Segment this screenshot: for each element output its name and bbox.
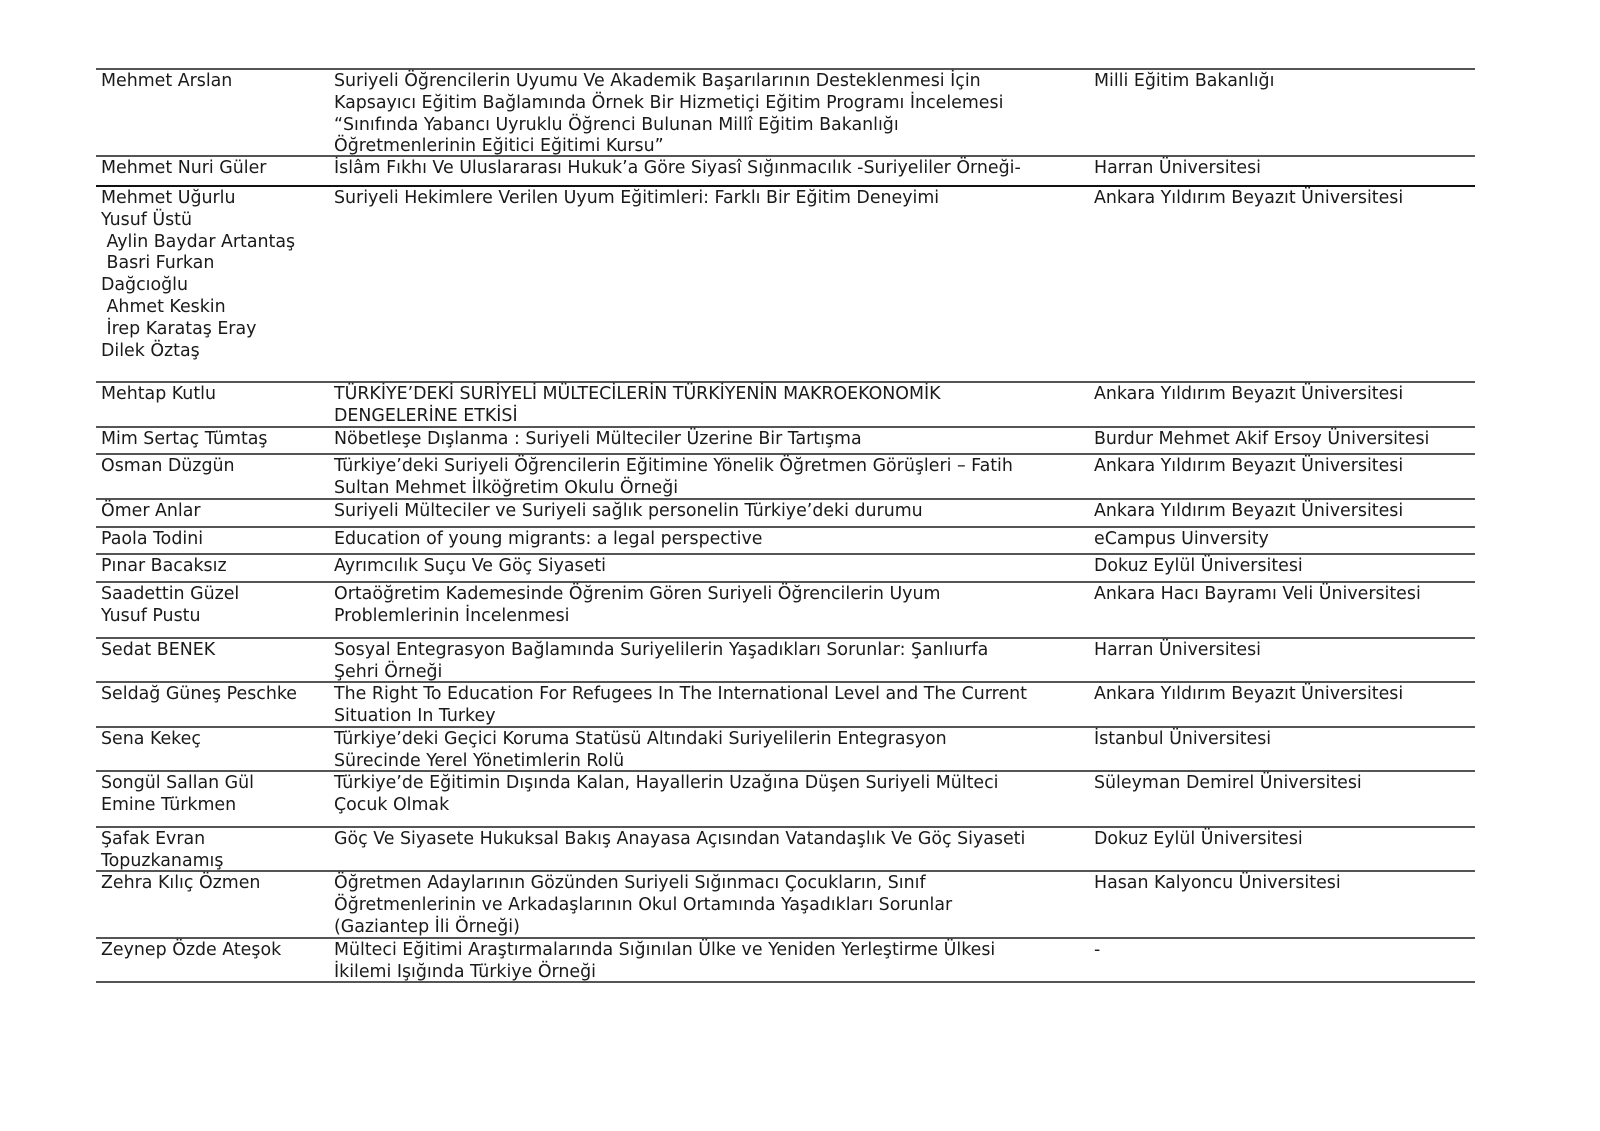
title-cell: Suriyeli Mülteciler ve Suriyeli sağlık personelin Türkiye’deki durumu xyxy=(334,501,923,521)
author-cell: Mehtap Kutlu xyxy=(101,384,217,404)
table-row xyxy=(96,681,1475,726)
title-cell: Türkiye’deki Suriyeli Öğrencilerin Eğitimine Yönelik Öğretmen Görüşleri – Fatih Sultan Mehmet İlköğretim Okulu Örneği xyxy=(334,456,1013,498)
title-cell: Göç Ve Siyasete Hukuksal Bakış Anayasa Açısından Vatandaşlık Ve Göç Siyaseti xyxy=(334,829,1026,849)
title-cell: İslâm Fıkhı Ve Uluslararası Hukuk’a Göre Siyasî Sığınmacılık -Suriyeliler Örneği- xyxy=(334,158,1021,178)
title-cell: Sosyal Entegrasyon Bağlamında Suriyelilerin Yaşadıkları Sorunlar: Şanlıurfa Şehri Örneği xyxy=(334,640,989,682)
institution-cell: Ankara Yıldırım Beyazıt Üniversitesi xyxy=(1094,188,1404,208)
table-row xyxy=(96,526,1475,553)
table-row xyxy=(96,381,1475,426)
table-row xyxy=(96,155,1475,185)
table-row xyxy=(96,553,1475,581)
table-row xyxy=(96,870,1475,937)
institution-cell: Ankara Hacı Bayramı Veli Üniversitesi xyxy=(1094,584,1421,604)
institution-cell: Milli Eğitim Bakanlığı xyxy=(1094,71,1275,91)
institution-cell: Harran Üniversitesi xyxy=(1094,158,1261,178)
author-cell: Sedat BENEK xyxy=(101,640,216,660)
author-cell: Seldağ Güneş Peschke xyxy=(101,684,298,704)
institution-cell: Harran Üniversitesi xyxy=(1094,640,1261,660)
author-cell: Şafak Evran Topuzkanamış xyxy=(101,829,224,871)
author-cell: Zehra Kılıç Özmen xyxy=(101,873,261,893)
title-cell: The Right To Education For Refugees In The International Level and The Current Situation In Turkey xyxy=(334,684,1027,726)
table-row xyxy=(96,68,1475,155)
institution-cell: Ankara Yıldırım Beyazıt Üniversitesi xyxy=(1094,501,1404,521)
title-cell: Education of young migrants: a legal perspective xyxy=(334,529,763,549)
table-row xyxy=(96,498,1475,526)
institution-cell: Dokuz Eylül Üniversitesi xyxy=(1094,829,1303,849)
author-cell: Songül Sallan Gül Emine Türkmen xyxy=(101,773,255,815)
author-cell: Zeynep Özde Ateşok xyxy=(101,940,282,960)
institution-cell: - xyxy=(1094,940,1101,960)
institution-cell: Ankara Yıldırım Beyazıt Üniversitesi xyxy=(1094,384,1404,404)
table-row xyxy=(96,770,1475,826)
author-cell: Pınar Bacaksız xyxy=(101,556,227,576)
table-row xyxy=(96,581,1475,637)
author-cell: Mehmet Arslan xyxy=(101,71,233,91)
institution-cell: Dokuz Eylül Üniversitesi xyxy=(1094,556,1303,576)
table-row xyxy=(96,937,1475,983)
author-cell: Paola Todini xyxy=(101,529,204,549)
author-cell: Saadettin Güzel Yusuf Pustu xyxy=(101,584,240,626)
title-cell: Türkiye’de Eğitimin Dışında Kalan, Hayallerin Uzağına Düşen Suriyeli Mülteci Çocuk Olmak xyxy=(334,773,999,815)
title-cell: TÜRKİYE’DEKİ SURİYELİ MÜLTECİLERİN TÜRKİYENİN MAKROEKONOMİK DENGELERİNE ETKİSİ xyxy=(334,384,941,426)
table-row xyxy=(96,185,1475,381)
table-row xyxy=(96,453,1475,498)
institution-cell: Hasan Kalyoncu Üniversitesi xyxy=(1094,873,1341,893)
title-cell: Ayrımcılık Suçu Ve Göç Siyaseti xyxy=(334,556,606,576)
title-cell: Suriyeli Öğrencilerin Uyumu Ve Akademik Başarılarının Desteklenmesi İçin Kapsayıcı Eğitim Bağlamında Örnek Bir Hizmetiçi Eğitim Programı İncelemesi “Sınıfında Yabancı Uyruklu Öğrenci Bulunan Millî Eğitim Bakanlığı Öğretmenlerinin Eğitici Eğitimi Kursu” xyxy=(334,71,1004,157)
table-row xyxy=(96,426,1475,453)
title-cell: Ortaöğretim Kademesinde Öğrenim Gören Suriyeli Öğrencilerin Uyum Problemlerinin İncelenmesi xyxy=(334,584,941,626)
author-cell: Mim Sertaç Tümtaş xyxy=(101,429,268,449)
institution-cell: Burdur Mehmet Akif Ersoy Üniversitesi xyxy=(1094,429,1430,449)
table-row xyxy=(96,826,1475,870)
institution-cell: Ankara Yıldırım Beyazıt Üniversitesi xyxy=(1094,684,1404,704)
institution-cell: İstanbul Üniversitesi xyxy=(1094,729,1272,749)
author-cell: Mehmet Nuri Güler xyxy=(101,158,267,178)
title-cell: Türkiye’deki Geçici Koruma Statüsü Altındaki Suriyelilerin Entegrasyon Sürecinde Yerel Yönetimlerin Rolü xyxy=(334,729,947,771)
table-row xyxy=(96,726,1475,770)
author-cell: Ömer Anlar xyxy=(101,501,201,521)
publications-table xyxy=(96,68,1475,983)
institution-cell: eCampus Uinversity xyxy=(1094,529,1269,549)
institution-cell: Ankara Yıldırım Beyazıt Üniversitesi xyxy=(1094,456,1404,476)
title-cell: Mülteci Eğitimi Araştırmalarında Sığınılan Ülke ve Yeniden Yerleştirme Ülkesi İkilemi Işığında Türkiye Örneği xyxy=(334,940,996,982)
institution-cell: Süleyman Demirel Üniversitesi xyxy=(1094,773,1362,793)
author-cell: Mehmet Uğurlu Yusuf Üstü Aylin Baydar Artantaş Basri Furkan Dağcıoğlu Ahmet Keskin İrep Karataş Eray Dilek Öztaş xyxy=(101,188,296,361)
author-cell: Osman Düzgün xyxy=(101,456,235,476)
table-row xyxy=(96,637,1475,681)
title-cell: Öğretmen Adaylarının Gözünden Suriyeli Sığınmacı Çocukların, Sınıf Öğretmenlerinin ve Arkadaşlarının Okul Ortamında Yaşadıkları Sorunlar (Gaziantep İli Örneği) xyxy=(334,873,953,937)
author-cell: Sena Kekeç xyxy=(101,729,201,749)
title-cell: Suriyeli Hekimlere Verilen Uyum Eğitimleri: Farklı Bir Eğitim Deneyimi xyxy=(334,188,940,208)
title-cell: Nöbetleşe Dışlanma : Suriyeli Mülteciler Üzerine Bir Tartışma xyxy=(334,429,862,449)
